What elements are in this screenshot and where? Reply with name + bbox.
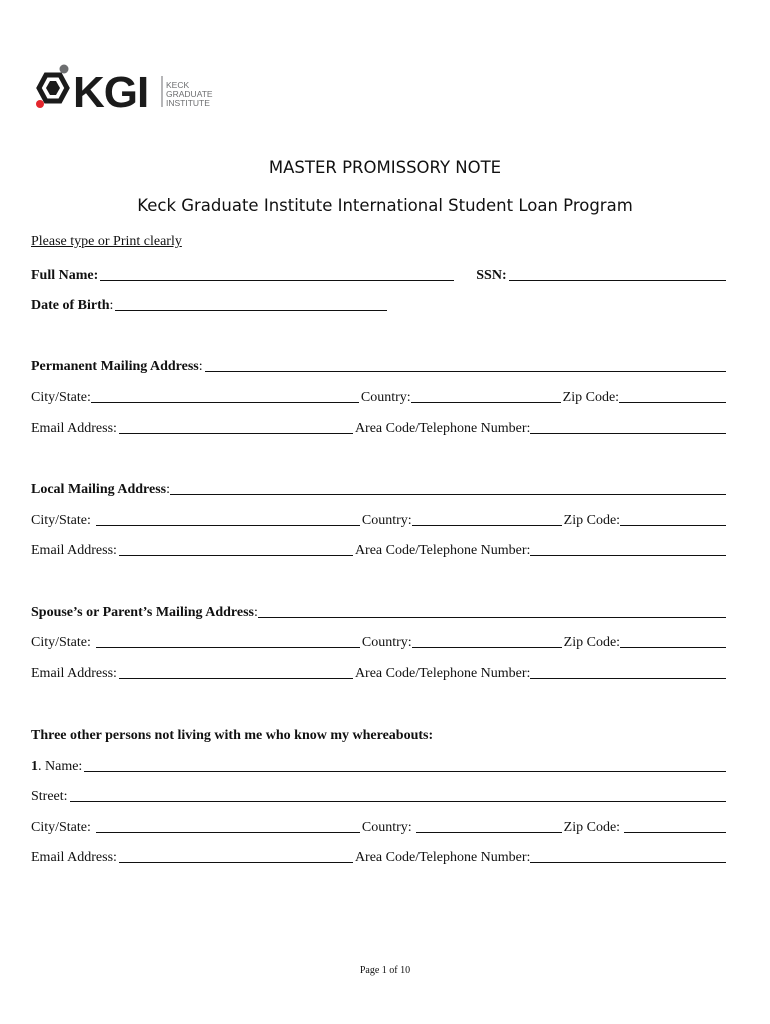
person-name-field[interactable] — [84, 771, 726, 772]
logo-acronym: KGI — [73, 68, 149, 114]
permanent-email-row — [31, 419, 728, 437]
spouse-city-row — [31, 633, 728, 651]
spouse-address-field[interactable] — [258, 617, 726, 618]
three-persons-heading: Three other persons not living with me who know my whereabouts: — [31, 728, 434, 743]
person-name-row — [31, 757, 728, 775]
person-email-row — [31, 848, 728, 866]
ssn-label: SSN: — [476, 268, 507, 283]
person-city-state-field[interactable] — [96, 832, 360, 833]
local-city-state-field[interactable] — [96, 525, 360, 526]
city-state-label: City/State: — [31, 390, 91, 405]
spouse-zip-field[interactable] — [620, 647, 726, 648]
zip-label: Zip Code: — [563, 513, 621, 528]
full-name-field[interactable] — [100, 280, 454, 281]
local-zip-field[interactable] — [620, 525, 726, 526]
person-phone-field[interactable] — [530, 862, 726, 863]
local-city-row — [31, 511, 728, 529]
country-label: Country: — [361, 820, 412, 835]
phone-label: Area Code/Telephone Number: — [354, 850, 531, 865]
instructions-text: Please type or Print clearly — [31, 234, 182, 249]
phone-label: Area Code/Telephone Number: — [354, 666, 531, 681]
permanent-address-label: Permanent Mailing Address — [31, 359, 199, 374]
spouse-country-field[interactable] — [412, 647, 562, 648]
dob-label: Date of Birth — [31, 298, 110, 313]
local-address-field[interactable] — [170, 494, 726, 495]
permanent-phone-field[interactable] — [530, 433, 726, 434]
city-state-label: City/State: — [31, 820, 91, 835]
phone-label: Area Code/Telephone Number: — [354, 543, 531, 558]
permanent-zip-field[interactable] — [619, 402, 726, 403]
local-address-label: Local Mailing Address — [31, 482, 167, 497]
name-label: . Name: — [38, 759, 83, 774]
spouse-address-label: Spouse’s or Parent’s Mailing Address — [31, 605, 254, 620]
zip-label: Zip Code: — [563, 820, 621, 835]
email-label: Email Address: — [31, 543, 117, 558]
logo-name-line-2: GRADUATE — [166, 89, 213, 99]
phone-label: Area Code/Telephone Number: — [354, 421, 531, 436]
email-label: Email Address: — [31, 666, 117, 681]
ssn-field[interactable] — [509, 280, 726, 281]
local-country-field[interactable] — [412, 525, 562, 526]
hexagon-icon — [36, 65, 69, 109]
page-number: Page 1 of 10 — [359, 965, 411, 976]
dob-field[interactable] — [115, 310, 387, 311]
local-email-row — [31, 541, 728, 559]
person-email-field[interactable] — [119, 862, 353, 863]
full-name-label: Full Name: — [31, 268, 99, 283]
spouse-phone-field[interactable] — [530, 678, 726, 679]
dob-row: Date of Birth : — [31, 296, 728, 314]
permanent-email-field[interactable] — [119, 433, 353, 434]
full-name-row — [31, 266, 728, 284]
zip-label: Zip Code: — [563, 635, 621, 650]
country-label: Country: — [361, 513, 412, 528]
city-state-label: City/State: — [31, 635, 91, 650]
spouse-address-row: Spouse’s or Parent’s Mailing Address : — [31, 603, 728, 621]
local-address-row: Local Mailing Address : — [31, 480, 728, 498]
permanent-city-state-field[interactable] — [91, 402, 359, 403]
city-state-label: City/State: — [31, 513, 91, 528]
country-label: Country: — [360, 390, 411, 405]
street-label: Street: — [31, 789, 68, 804]
person-country-field[interactable] — [416, 832, 562, 833]
page-title: MASTER PROMISSORY NOTE — [268, 158, 502, 177]
instructions-row — [31, 232, 728, 250]
spouse-email-row — [31, 664, 728, 682]
person-number: 1 — [31, 759, 38, 774]
permanent-city-row — [31, 388, 728, 406]
person-street-row — [31, 787, 728, 805]
person-zip-field[interactable] — [624, 832, 726, 833]
kgi-logo — [31, 62, 221, 114]
spouse-city-state-field[interactable] — [96, 647, 360, 648]
zip-label: Zip Code: — [562, 390, 620, 405]
three-persons-heading-row — [31, 726, 728, 744]
email-label: Email Address: — [31, 850, 117, 865]
country-label: Country: — [361, 635, 412, 650]
local-phone-field[interactable] — [530, 555, 726, 556]
logo-name-line-3: INSTITUTE — [166, 98, 210, 108]
email-label: Email Address: — [31, 421, 117, 436]
permanent-country-field[interactable] — [411, 402, 561, 403]
permanent-address-row: Permanent Mailing Address : — [31, 357, 728, 375]
page-subtitle: Keck Graduate Institute International Student Loan Program — [137, 196, 633, 215]
person-city-row — [31, 818, 728, 836]
person-street-field[interactable] — [70, 801, 726, 802]
local-email-field[interactable] — [119, 555, 353, 556]
spouse-email-field[interactable] — [119, 678, 353, 679]
permanent-address-field[interactable] — [205, 371, 726, 372]
logo-name-line-1: KECK — [166, 80, 190, 90]
